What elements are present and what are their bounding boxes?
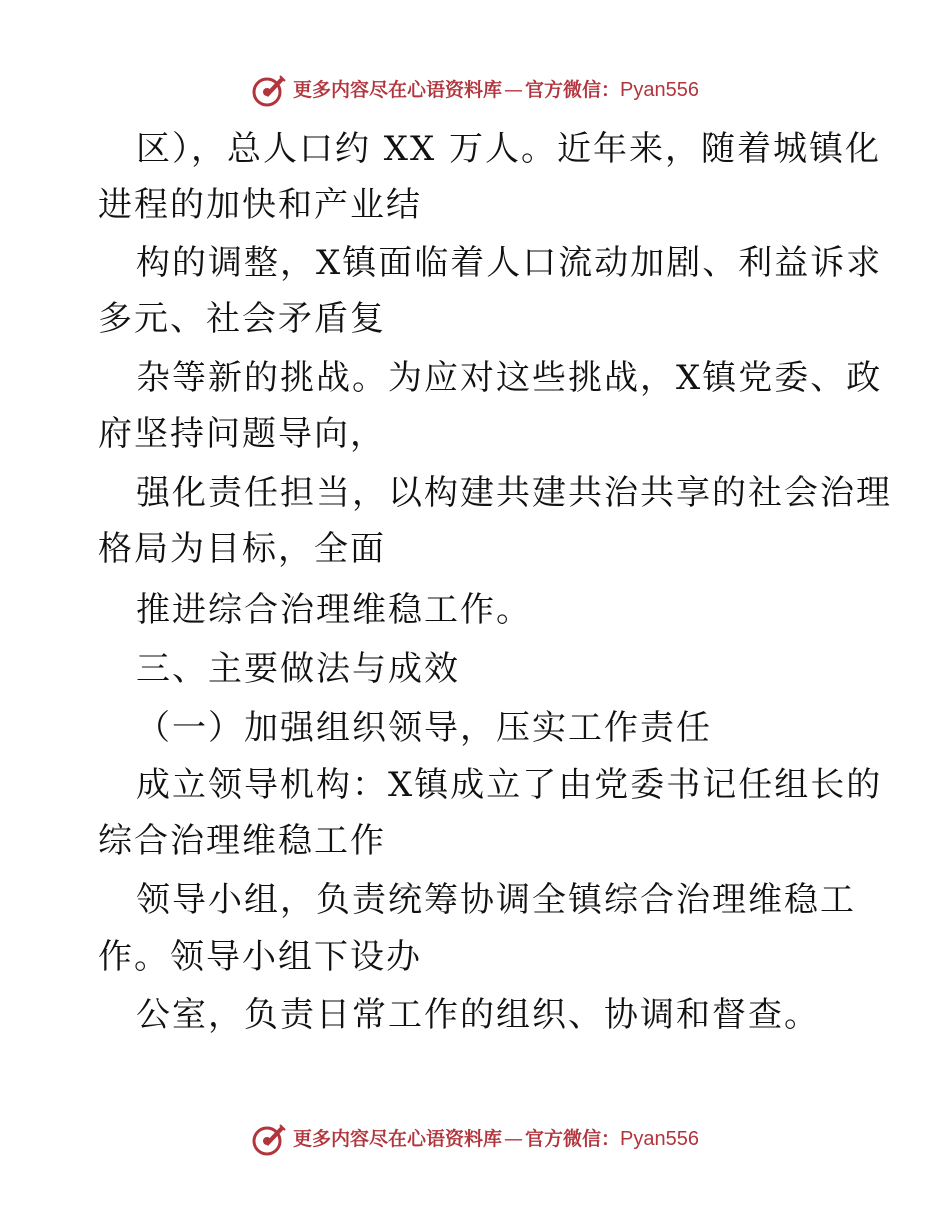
body-line: 公室，负责日常工作的组织、协调和督查。 xyxy=(136,995,820,1035)
banner-separator: — xyxy=(504,78,524,101)
body-line: 领导小组，负责统筹协调全镇综合治理维稳工 xyxy=(136,880,856,920)
pen-logo-icon xyxy=(251,1121,287,1157)
section-heading: 三、主要做法与成效 xyxy=(136,649,460,689)
body-line: 区），总人口约 XX 万人。近年来，随着城镇化 xyxy=(136,129,882,169)
body-line: 格局为目标，全面 xyxy=(98,529,386,569)
subsection-heading: （一）加强组织领导，压实工作责任 xyxy=(136,708,712,748)
banner-label: 官方微信： xyxy=(525,78,621,101)
body-line: 作。领导小组下设办 xyxy=(98,937,422,977)
banner-account: Pyan556 xyxy=(620,79,699,101)
banner-text: 更多内容尽在心语资料库 xyxy=(293,78,503,101)
body-line: 推进综合治理维稳工作。 xyxy=(136,590,532,630)
banner-text: 更多内容尽在心语资料库 xyxy=(293,1127,503,1150)
body-line: 综合治理维稳工作 xyxy=(98,821,386,861)
body-line: 府坚持问题导向， xyxy=(98,414,386,454)
body-line: 多元、社会矛盾复 xyxy=(98,299,386,339)
body-line: 进程的加快和产业结 xyxy=(98,185,422,225)
body-line: 强化责任担当，以构建共建共治共享的社会治理 xyxy=(136,473,892,513)
banner-account: Pyan556 xyxy=(620,1128,699,1150)
banner-separator: — xyxy=(504,1127,524,1150)
pen-logo-icon xyxy=(251,72,287,108)
body-line: 构的调整，X镇面临着人口流动加剧、利益诉求 xyxy=(136,243,883,283)
body-line: 成立领导机构：X镇成立了由党委书记任组长的 xyxy=(136,765,883,805)
body-line: 杂等新的挑战。为应对这些挑战，X镇党委、政 xyxy=(136,358,883,398)
header-banner xyxy=(0,68,950,112)
footer-banner xyxy=(0,1117,950,1161)
banner-label: 官方微信： xyxy=(525,1127,621,1150)
